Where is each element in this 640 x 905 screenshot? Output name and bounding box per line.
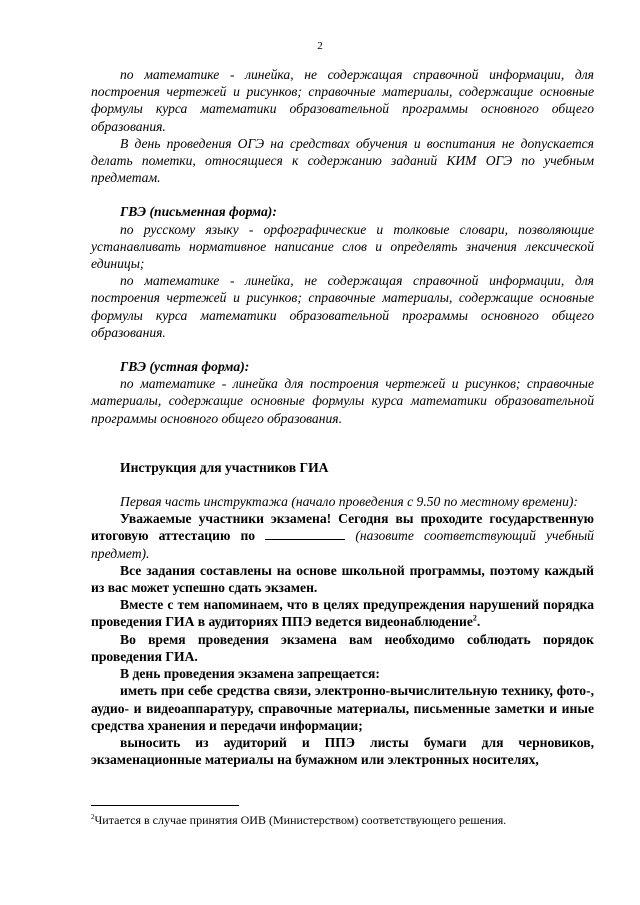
- page-body: [91, 66, 594, 768]
- subject-blank: [265, 527, 345, 540]
- gve-written-russian: по русскому языку - орфографические и толковые словари, позволяющие устанавливать нормативное написание слов и определять значения лексической единицы;: [91, 221, 594, 272]
- gve-oral-heading: ГВЭ (устная форма):: [120, 359, 250, 375]
- spacer: [91, 186, 594, 203]
- instruction-greeting: [91, 510, 594, 562]
- page-number: 2: [317, 40, 323, 52]
- footnote-ref: 2: [472, 613, 477, 623]
- instruction-intro: Первая часть инструктажа (начало проведения с 9.50 по местному времени):: [120, 494, 578, 510]
- instruction-p4: Во время проведения экзамена вам необходимо соблюдать порядок проведения ГИА.: [91, 631, 594, 664]
- instruction-title: Инструкция для участников ГИА: [120, 459, 329, 475]
- gve-written-heading: ГВЭ (письменная форма):: [120, 204, 277, 220]
- p3-text: Вместе с тем напоминаем, что в целях предупреждения нарушений порядка проведения ГИА в аудиториях ППЭ ведется видеонаблюдение: [91, 597, 594, 630]
- spacer: [91, 476, 594, 493]
- instruction-p2: Все задания составлены на основе школьной программы, поэтому каждый из вас может успешно сдать экзамен.: [91, 562, 594, 596]
- instruction-p5: В день проведения экзамена запрещается:: [120, 666, 380, 682]
- oge-math-tools: по математике - линейка, не содержащая справочной информации, для построения чертежей и рисунков; справочные материалы, содержащие основные формулы курса математики образовательной программы основного общего образования.: [91, 67, 594, 134]
- oge-marks-rule: В день проведения ОГЭ на средствах обучения и воспитания не допускается делать пометки, относящиеся к содержанию заданий КИМ ОГЭ по учебным предметам.: [91, 135, 594, 186]
- gve-written-math: по математике - линейка, не содержащая справочной информации, для построения чертежей и рисунков; справочные материалы, содержащие основные формулы курса математики образовательной программы основного общего образования.: [91, 273, 594, 340]
- instruction-p7: выносить из аудиторий и ППЭ листы бумаги для черновиков, экзаменационные материалы на бумажном или электронных носителях,: [91, 734, 594, 768]
- greeting-text: Уважаемые участники экзамена! Сегодня вы проходите государственную итоговую аттестацию по: [91, 511, 594, 544]
- footnote-mark: 2: [91, 813, 95, 821]
- gve-oral-math: по математике - линейка для построения чертежей и рисунков; справочные материалы, содержащие основные формулы курса математики образовательной программы основного общего образования.: [91, 376, 594, 426]
- instruction-p3: [91, 596, 594, 630]
- greeting-hint: (назовите соответствующий учебный предмет).: [91, 528, 594, 561]
- p3-end: .: [476, 614, 481, 630]
- footnote-divider: [91, 805, 239, 806]
- spacer: [91, 427, 594, 459]
- footnote-text-line: [91, 812, 594, 829]
- footnote: [91, 812, 594, 829]
- footnote-text: Читается в случае принятия ОИВ (Министерством) соответствующего решения.: [94, 813, 507, 827]
- instruction-p6: иметь при себе средства связи, электронно-вычислительную технику, фото-, аудио- и видеоаппаратуру, справочные материалы, письменные заметки и иные средства хранения и передачи информации;: [91, 683, 594, 733]
- spacer: [91, 341, 594, 358]
